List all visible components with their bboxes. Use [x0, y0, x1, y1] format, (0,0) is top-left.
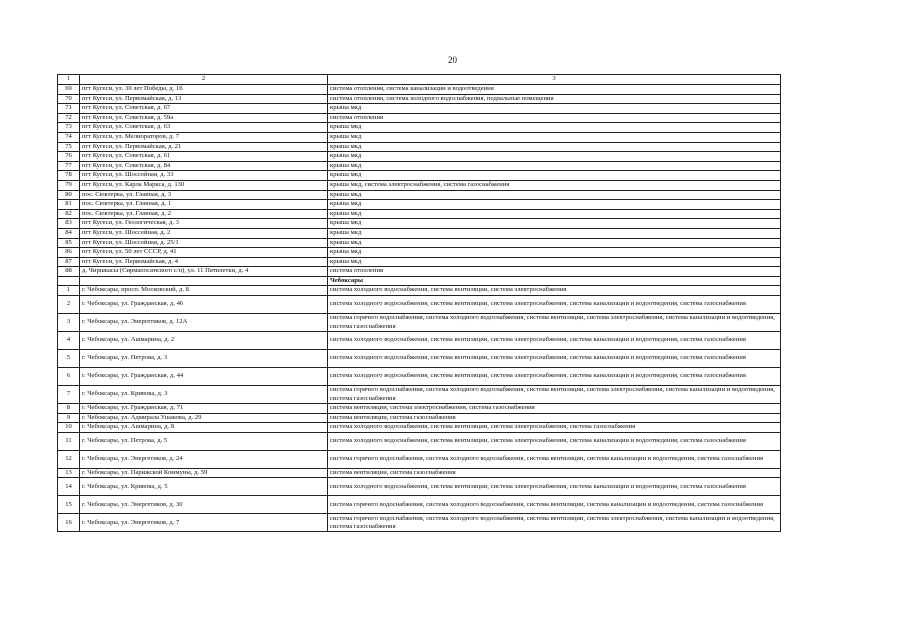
row-number-cell: 74 [58, 132, 80, 142]
row-number-cell: 81 [58, 200, 80, 210]
row-systems-cell: крыша мкд [328, 190, 781, 200]
row-number-cell: 84 [58, 228, 80, 238]
table-row [58, 248, 781, 258]
row-address-cell: г. Чебоксары, ул. Кривова, д. 3 [80, 386, 328, 404]
row-systems-cell: крыша мкд [328, 209, 781, 219]
row-address-cell: пос. Сюктерка, ул. Главная, д. 1 [80, 200, 328, 210]
row-number-cell: 82 [58, 209, 80, 219]
row-number-cell: 80 [58, 190, 80, 200]
row-systems-cell: система горячего водоснабжения, система холодного водоснабжения, система вентиляции, система электроснабжения, система канализации и водоотведения, система газоснабжения [328, 386, 781, 404]
row-number-cell: 14 [58, 478, 80, 496]
row-systems-cell: крыша мкд [328, 152, 781, 162]
row-number-cell: 77 [58, 161, 80, 171]
row-address-cell: пгт Кугеси, ул. Геологическая, д. 3 [80, 219, 328, 229]
column-header-address: 2 [80, 75, 328, 85]
row-address-cell: пгт Кугеси, ул. Мелиораторов, д. 7 [80, 132, 328, 142]
row-number-cell: 4 [58, 332, 80, 350]
row-number-cell: 87 [58, 257, 80, 267]
table-row [58, 85, 781, 95]
row-address-cell: г. Чебоксары, ул. Адмирала Ушакова, д. 29 [80, 413, 328, 423]
table-row [58, 296, 781, 314]
table-row [58, 123, 781, 133]
row-number-cell: 69 [58, 85, 80, 95]
table-row [58, 404, 781, 414]
row-number-cell: 6 [58, 368, 80, 386]
section-row-cheboksary [58, 276, 781, 286]
register-table [57, 74, 781, 532]
row-number-cell: 8 [58, 404, 80, 414]
row-systems-cell: система холодного водоснабжения, система вентиляции, система электроснабжения, система канализации и водоотведения, система газоснабжения [328, 296, 781, 314]
row-systems-cell: система горячего водоснабжения, система холодного водоснабжения, система вентиляции, система электроснабжения, система канализации и водоотведения, система газоснабжения [328, 314, 781, 332]
row-systems-cell: крыша мкд [328, 257, 781, 267]
row-number-cell: 83 [58, 219, 80, 229]
row-number-cell: 78 [58, 171, 80, 181]
row-address-cell: г. Чебоксары, ул. Гражданская, д. 44 [80, 368, 328, 386]
table-row [58, 368, 781, 386]
column-header-number: 1 [58, 75, 80, 85]
row-address-cell: г. Чебоксары, ул. Петрова, д. 5 [80, 432, 328, 450]
row-number-cell: 73 [58, 123, 80, 133]
table-row [58, 171, 781, 181]
row-systems-cell: крыша мкд, система электроснабжения, система газоснабжения [328, 180, 781, 190]
table-row [58, 450, 781, 468]
row-address-cell: г. Чебоксары, ул. Кривова, д. 5 [80, 478, 328, 496]
table-row [58, 514, 781, 532]
table-row [58, 267, 781, 277]
section-empty-cell [80, 276, 328, 286]
row-address-cell: г. Чебоксары, просп. Московский, д. 8 [80, 286, 328, 296]
table-row [58, 228, 781, 238]
row-systems-cell: система холодного водоснабжения, система вентиляции, система электроснабжения, система канализации и водоотведения, система газоснабжения [328, 478, 781, 496]
row-address-cell: г. Чебоксары, ул. Гражданская, д. 46 [80, 296, 328, 314]
row-number-cell: 15 [58, 496, 80, 514]
row-systems-cell: система холодного водоснабжения, система вентиляции, система электроснабжения, система канализации и водоотведения, система газоснабжения [328, 350, 781, 368]
table-row [58, 496, 781, 514]
table-row [58, 209, 781, 219]
table-row [58, 142, 781, 152]
row-address-cell: пос. Сюктерка, ул. Главная, д. 2 [80, 209, 328, 219]
row-address-cell: г. Чебоксары, ул. Ашмарина, д. 2 [80, 332, 328, 350]
row-address-cell: пгт Кугеси, ул. Шоссейная, д. 33 [80, 171, 328, 181]
row-address-cell: г. Чебоксары, ул. Парижской Коммуны, д. 59 [80, 468, 328, 478]
row-systems-cell: крыша мкд [328, 228, 781, 238]
row-address-cell: г. Чебоксары, ул. Энергетиков, д. 30 [80, 496, 328, 514]
table-row [58, 161, 781, 171]
row-systems-cell: крыша мкд [328, 248, 781, 258]
table-row [58, 94, 781, 104]
column-number-row [58, 75, 781, 85]
row-address-cell: г. Чебоксары, ул. Энергетиков, д. 24 [80, 450, 328, 468]
row-address-cell: пгт Кугеси, ул. Первомайская, д. 21 [80, 142, 328, 152]
row-systems-cell: крыша мкд [328, 142, 781, 152]
table-row [58, 413, 781, 423]
row-address-cell: г. Чебоксары, ул. Энергетиков, д. 12А [80, 314, 328, 332]
row-number-cell: 70 [58, 94, 80, 104]
table-row [58, 238, 781, 248]
row-systems-cell: система отопления, система холодного водоснабжения, подвальные помещения [328, 94, 781, 104]
table-row [58, 200, 781, 210]
row-systems-cell: крыша мкд [328, 132, 781, 142]
table-row [58, 152, 781, 162]
row-systems-cell: крыша мкд [328, 238, 781, 248]
row-number-cell: 3 [58, 314, 80, 332]
table-row [58, 423, 781, 433]
row-number-cell: 71 [58, 104, 80, 114]
row-number-cell: 86 [58, 248, 80, 258]
row-number-cell: 13 [58, 468, 80, 478]
table-row [58, 219, 781, 229]
row-number-cell: 12 [58, 450, 80, 468]
row-address-cell: пгт Кугеси, ул. Советская, д. 84 [80, 161, 328, 171]
row-systems-cell: система холодного водоснабжения, система вентиляции, система электроснабжения, система канализации и водоотведения, система газоснабжения [328, 332, 781, 350]
row-systems-cell: система холодного водоснабжения, система вентиляции, система электроснабжения, система канализации и водоотведения, система газоснабжения [328, 432, 781, 450]
row-systems-cell: система горячего водоснабжения, система холодного водоснабжения, система вентиляции, система канализации и водоотведения, система газоснабжения [328, 496, 781, 514]
page-number: 20 [448, 55, 457, 65]
row-address-cell: г. Чебоксары, ул. Ашмарина, д. 8 [80, 423, 328, 433]
row-systems-cell: крыша мкд [328, 171, 781, 181]
row-number-cell: 10 [58, 423, 80, 433]
row-address-cell: пгт Кугеси, ул. Шоссейная, д. 2 [80, 228, 328, 238]
row-address-cell: г. Чебоксары, ул. Энергетиков, д. 7 [80, 514, 328, 532]
row-systems-cell: система горячего водоснабжения, система холодного водоснабжения, система вентиляции, система электроснабжения, система канализации и водоотведения, система газоснабжения [328, 514, 781, 532]
row-number-cell: 5 [58, 350, 80, 368]
row-address-cell: д. Чиршкасы (Сирмапосинского с/п), ул. 11 Пятилетки, д. 4 [80, 267, 328, 277]
row-systems-cell: крыша мкд [328, 104, 781, 114]
row-address-cell: пгт Кугеси, ул. Советская, д. 67 [80, 104, 328, 114]
row-systems-cell: крыша мкд [328, 219, 781, 229]
table-row [58, 468, 781, 478]
row-number-cell: 75 [58, 142, 80, 152]
row-number-cell: 16 [58, 514, 80, 532]
table-row [58, 432, 781, 450]
table-row [58, 478, 781, 496]
row-systems-cell: крыша мкд [328, 161, 781, 171]
row-address-cell: пгт Кугеси, ул. 50 лет СССР, д. 41 [80, 248, 328, 258]
row-address-cell: пгт Кугеси, ул. Советская, д. 59а [80, 113, 328, 123]
section-title: Чебоксары [328, 276, 781, 286]
column-header-systems: 3 [328, 75, 781, 85]
row-address-cell: пгт Кугеси, ул. 30 лет Победы, д. 1б [80, 85, 328, 95]
row-systems-cell: система отопления, система канализации и водоотведения [328, 85, 781, 95]
table-row [58, 257, 781, 267]
row-address-cell: г. Чебоксары, ул. Гражданская, д. 71 [80, 404, 328, 414]
row-systems-cell: система холодного водоснабжения, система вентиляции, система электроснабжения [328, 286, 781, 296]
row-address-cell: пгт Кугеси, ул. Советская, д. 61 [80, 152, 328, 162]
row-systems-cell: крыша мкд [328, 200, 781, 210]
row-address-cell: пгт Кугеси, ул. Шоссейная, д. 25/1 [80, 238, 328, 248]
row-systems-cell: система горячего водоснабжения, система холодного водоснабжения, система вентиляции, система канализации и водоотведения, система газоснабжения [328, 450, 781, 468]
table-row [58, 386, 781, 404]
section-empty-cell [58, 276, 80, 286]
table-row [58, 113, 781, 123]
row-systems-cell: система вентиляции, система электроснабжения, система газоснабжения [328, 404, 781, 414]
row-number-cell: 11 [58, 432, 80, 450]
row-systems-cell: система отопления [328, 267, 781, 277]
table-row [58, 190, 781, 200]
row-number-cell: 85 [58, 238, 80, 248]
row-number-cell: 2 [58, 296, 80, 314]
row-number-cell: 7 [58, 386, 80, 404]
row-address-cell: пгт Кугеси, ул. Карла Маркса, д. 130 [80, 180, 328, 190]
table-row [58, 332, 781, 350]
row-address-cell: пгт Кугеси, ул. Первомайская, д. 4 [80, 257, 328, 267]
table-row [58, 350, 781, 368]
row-systems-cell: система отопления [328, 113, 781, 123]
row-systems-cell: крыша мкд [328, 123, 781, 133]
row-address-cell: пос. Сюктерка, ул. Главная, д. 3 [80, 190, 328, 200]
row-systems-cell: система холодного водоснабжения, система вентиляции, система электроснабжения, система газоснабжения [328, 423, 781, 433]
row-address-cell: пгт Кугеси, ул. Первомайская, д. 13 [80, 94, 328, 104]
table-row [58, 180, 781, 190]
row-number-cell: 76 [58, 152, 80, 162]
table-row [58, 132, 781, 142]
table-row [58, 104, 781, 114]
row-address-cell: г. Чебоксары, ул. Петрова, д. 3 [80, 350, 328, 368]
row-systems-cell: система вентиляции, система газоснабжения [328, 413, 781, 423]
row-systems-cell: система вентиляции, система газоснабжения [328, 468, 781, 478]
row-number-cell: 72 [58, 113, 80, 123]
row-number-cell: 79 [58, 180, 80, 190]
table-row [58, 286, 781, 296]
row-systems-cell: система холодного водоснабжения, система вентиляции, система электроснабжения, система канализации и водоотведения, система газоснабжения [328, 368, 781, 386]
row-address-cell: пгт Кугеси, ул. Советская, д. 63 [80, 123, 328, 133]
row-number-cell: 1 [58, 286, 80, 296]
table-row [58, 314, 781, 332]
row-number-cell: 9 [58, 413, 80, 423]
row-number-cell: 88 [58, 267, 80, 277]
